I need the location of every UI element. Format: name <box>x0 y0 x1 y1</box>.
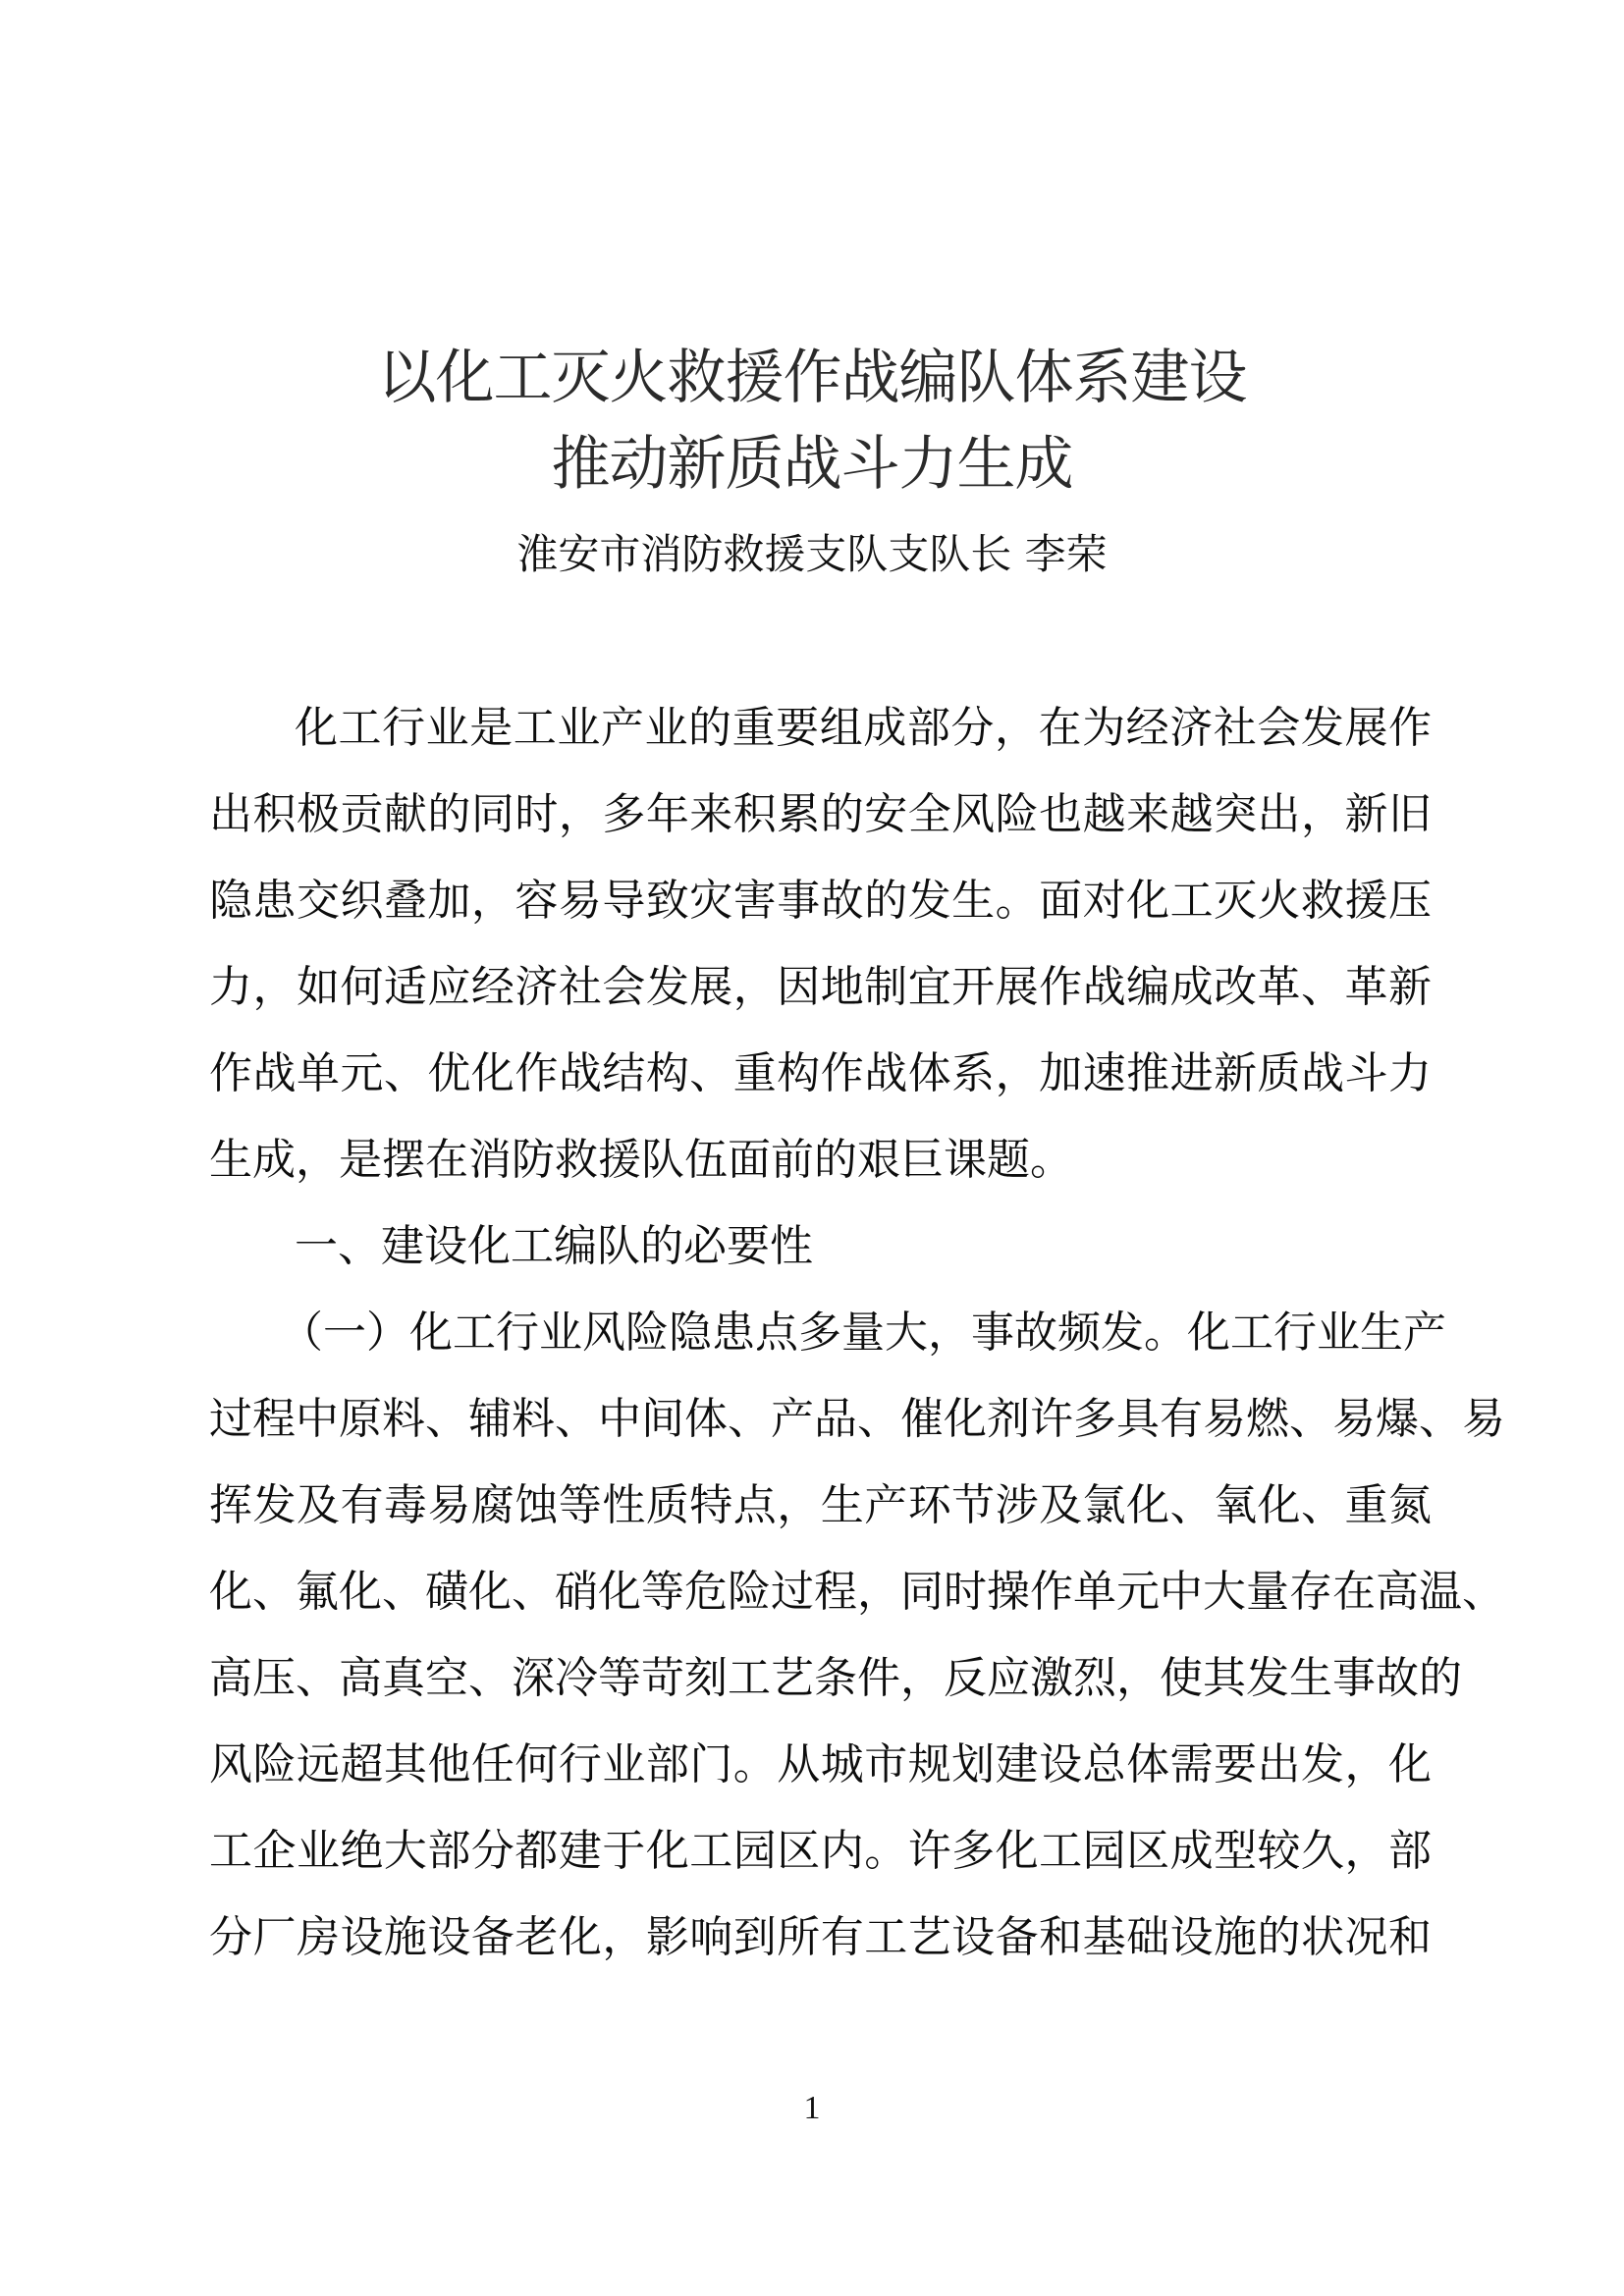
paragraph-line: 高压、高真空、深冷等苛刻工艺条件，反应激烈，使其发生事故的 <box>209 1653 1462 1703</box>
paragraph-line: 化工行业是工业产业的重要组成部分，在为经济社会发展作 <box>295 703 1432 753</box>
document-author: 淮安市消防救援支队支队长 李荣 <box>516 530 1108 578</box>
paragraph-line: 分厂房设施设备老化，影响到所有工艺设备和基础设施的状况和 <box>209 1912 1432 1962</box>
paragraph-line: 出积极贡献的同时，多年来积累的安全风险也越来越突出，新旧 <box>209 789 1432 839</box>
page-number: 1 <box>803 2090 821 2126</box>
document-title-line-1: 以化工灭火救援作战编队体系建设 <box>377 344 1247 412</box>
subsection-heading-line: （一）化工行业风险隐患点多量大，事故频发。化工行业生产 <box>280 1308 1446 1358</box>
document-title-line-2: 推动新质战斗力生成 <box>551 430 1073 499</box>
paragraph-line: 隐患交织叠加，容易导致灾害事故的发生。面对化工灭火救援压 <box>209 876 1432 926</box>
paragraph-line: 生成，是摆在消防救援队伍面前的艰巨课题。 <box>209 1135 1073 1185</box>
paragraph-line: 风险远超其他任何行业部门。从城市规划建设总体需要出发，化 <box>209 1739 1432 1789</box>
paragraph-line: 工企业绝大部分都建于化工园区内。许多化工园区成型较久，部 <box>209 1826 1432 1876</box>
paragraph-line: 力，如何适应经济社会发展，因地制宜开展作战编成改革、革新 <box>209 962 1432 1012</box>
section-heading: 一、建设化工编队的必要性 <box>295 1221 813 1271</box>
paragraph-line: 作战单元、优化作战结构、重构作战体系，加速推进新质战斗力 <box>209 1048 1432 1098</box>
paragraph-line: 化、氟化、磺化、硝化等危险过程，同时操作单元中大量存在高温、 <box>209 1567 1505 1617</box>
paragraph-line: 过程中原料、辅料、中间体、产品、催化剂许多具有易燃、易爆、易 <box>209 1394 1505 1444</box>
paragraph-line: 挥发及有毒易腐蚀等性质特点，生产环节涉及氯化、氧化、重氮 <box>209 1480 1432 1530</box>
